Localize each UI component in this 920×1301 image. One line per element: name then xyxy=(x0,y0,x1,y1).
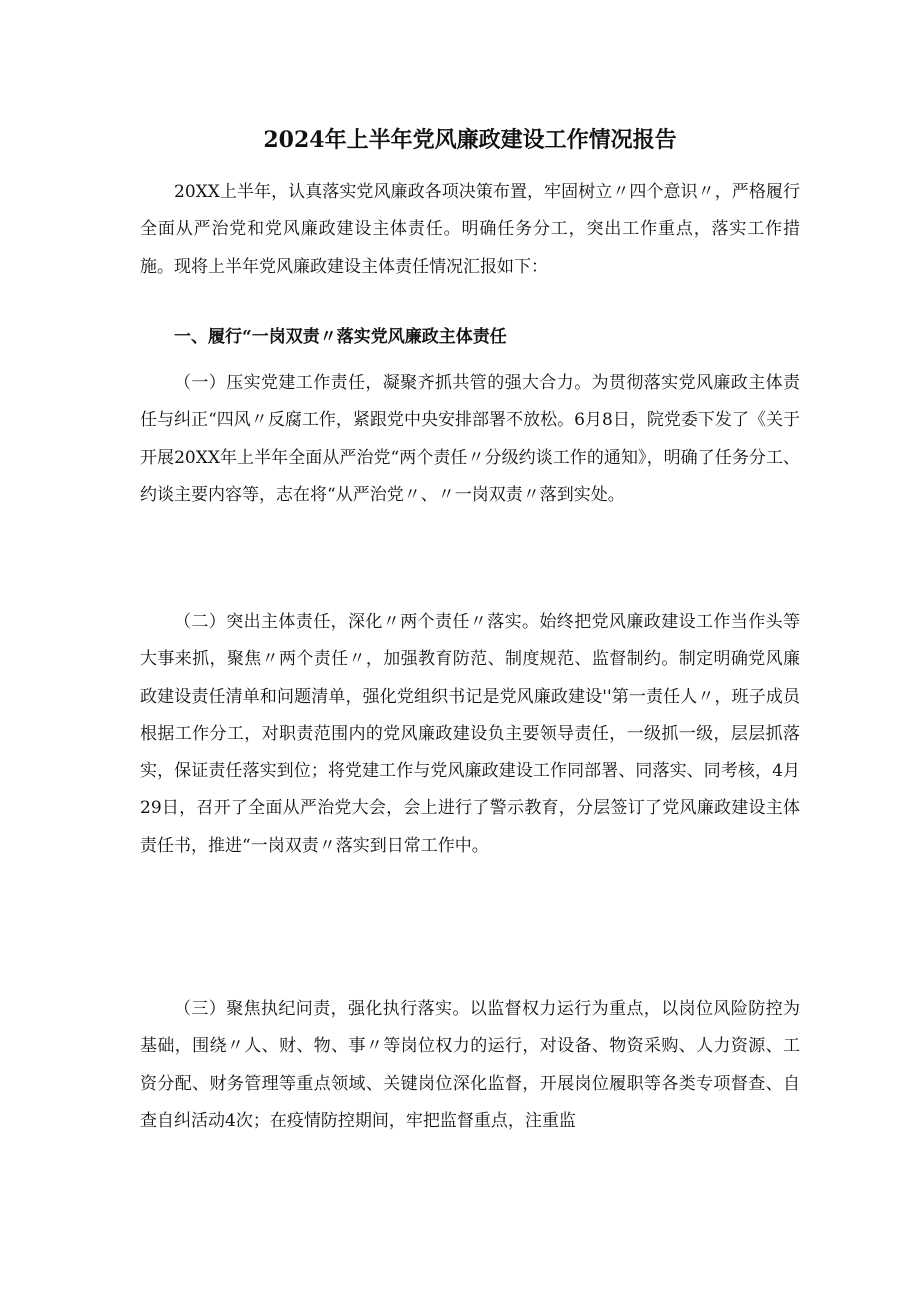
paragraph-1: （一）压实党建工作责任，凝聚齐抓共管的强大合力。为贯彻落实党风廉政主体责任与纠正“四风〃反腐工作，紧跟党中央安排部署不放松。6月8日，院党委下发了《关于开展20XX年上半年全面从严治党“两个责任〃分级约谈工作的通知》，明确了任务分工、约谈主要内容等，志在将“从严治党〃、〃一岗双责〃落到实处。 xyxy=(140,373,800,505)
document-title: 2024年上半年党风廉政建设工作情况报告 xyxy=(263,127,677,153)
intro-paragraph: 20XX上半年，认真落实党风廉政各项决策布置，牢固树立〃四个意识〃，严格履行全面从严治党和党风廉政建设主体责任。明确任务分工，突出工作重点，落实工作措施。现将上半年党风廉政建设主体责任情况汇报如下： xyxy=(140,182,800,277)
section-heading-1: 一、履行“一岗双责〃落实党风廉政主体责任 xyxy=(174,327,507,347)
paragraph-2: （二）突出主体责任，深化〃两个责任〃落实。始终把党风廉政建设工作当作头等大事来抓，聚焦〃两个责任〃，加强教育防范、制度规范、监督制约。制定明确党风廉政建设责任清单和问题清单，强化党组织书记是党风廉政建设''第一责任人〃，班子成员根据工作分工，对职责范围内的党风廉政建设负主要领导责任，一级抓一级，层层抓落实，保证责任落实到位；将党建工作与党风廉政建设工作同部署、同落实、同考核，4月29日，召开了全面从严治党大会，会上进行了警示教育，分层签订了党风廉政建设主体责任书，推进“一岗双责〃落实到日常工作中。 xyxy=(140,612,800,856)
paragraph-3: （三）聚焦执纪问责，强化执行落实。以监督权力运行为重点，以岗位风险防控为基础，围绕〃人、财、物、事〃等岗位权力的运行，对设备、物资采购、人力资源、工资分配、财务管理等重点领域、关键岗位深化监督，开展岗位履职等各类专项督查、自查自纠活动4次；在疫情防控期间，牢把监督重点，注重监 xyxy=(140,999,800,1131)
